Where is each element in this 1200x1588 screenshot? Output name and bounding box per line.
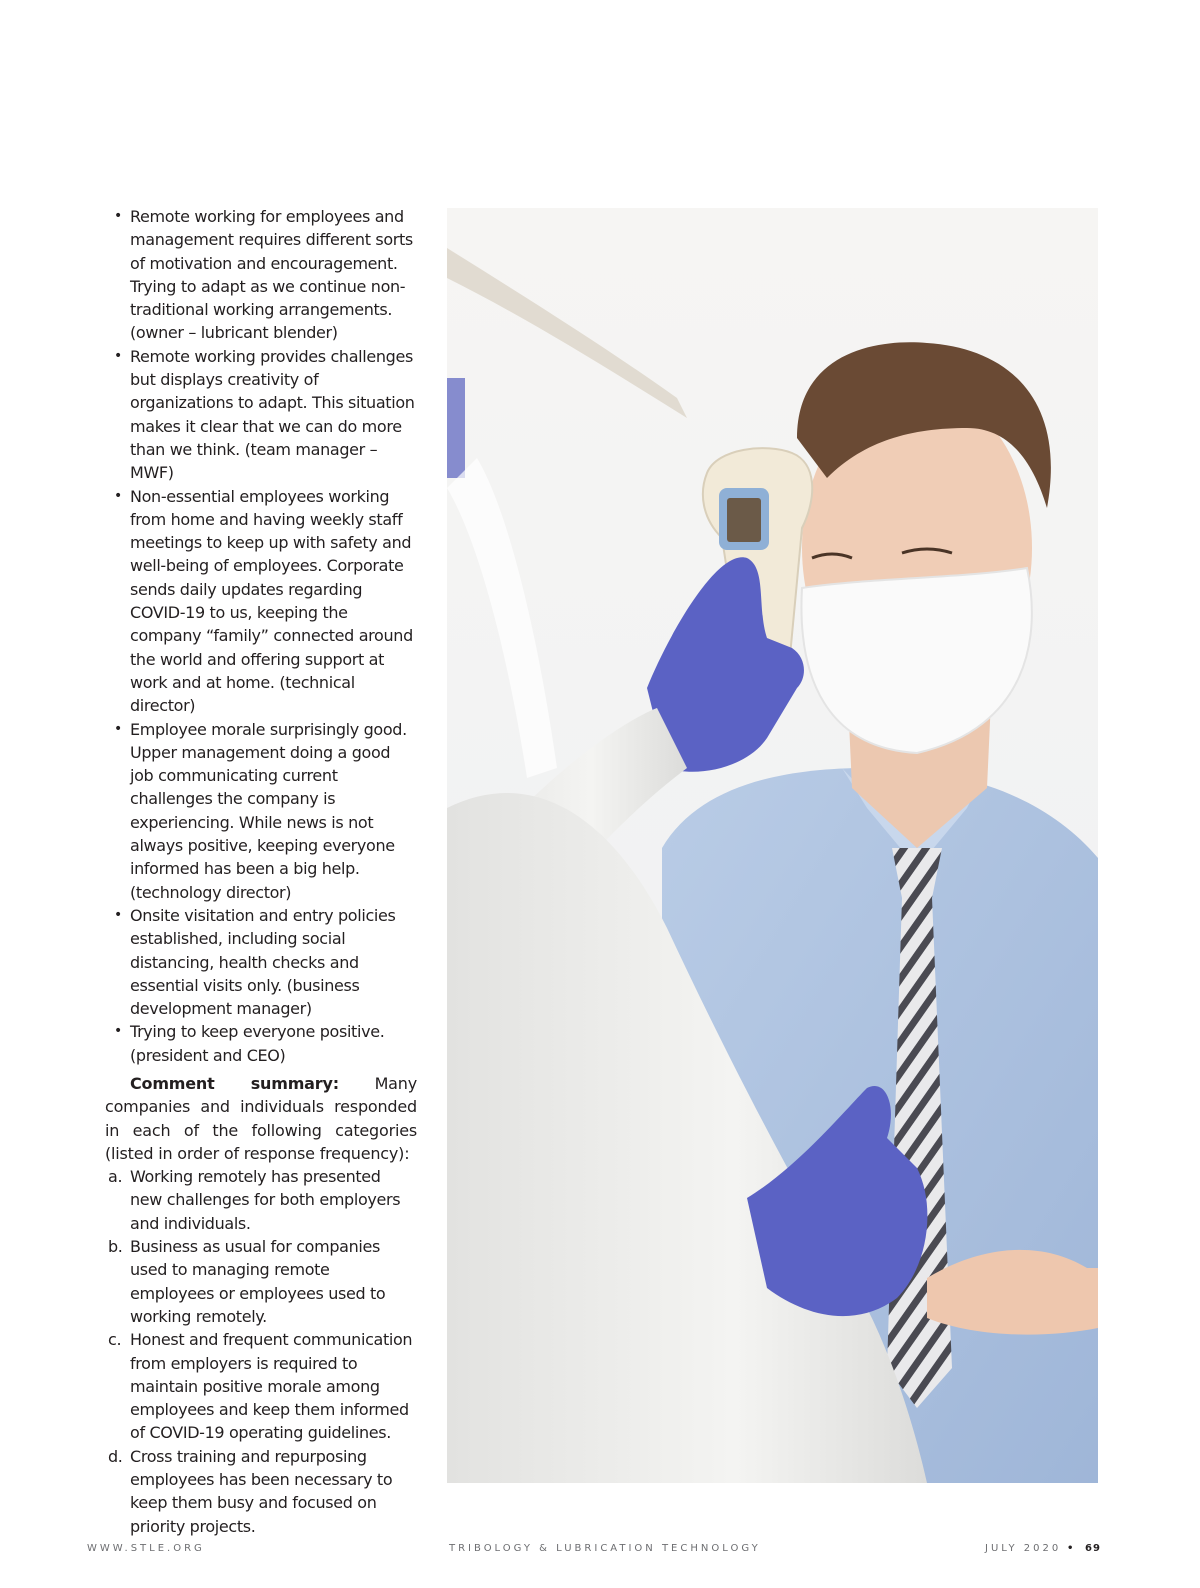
list-item [105,1020,417,1067]
article-column [105,205,417,1538]
category-list [105,1165,417,1538]
list-item [105,904,417,1020]
list-letter: c. [108,1330,122,1350]
bullet-mark: • [114,1023,122,1040]
list-item-text: Trying to keep everyone positive. (president and CEO) [130,1022,385,1065]
list-item-text: Business as usual for companies used to managing remote employees or employees used to working remotely. [130,1237,386,1326]
list-item-text: Honest and frequent communication from employers is required to maintain positive morale among employees and keep them informed of COVID-19 operating guidelines. [130,1330,413,1443]
list-item-text: Remote working for employees and management requires different sorts of motivation and encouragement. Trying to adapt as we continue non-traditional working arrangements. (owner – lubricant blender) [130,207,413,343]
page-number: 69 [1085,1543,1101,1554]
comment-summary-text: Many companies and individuals responded in each of the following categories (listed in order of response frequency): [105,1073,417,1163]
temperature-check-photo [447,208,1098,1483]
list-item [105,345,417,485]
footer-separator: • [1067,1543,1077,1554]
bullet-mark: • [114,720,122,737]
bullet-mark: • [114,208,122,224]
comment-bullet-list [105,205,417,1067]
list-item-text: Remote working provides challenges but displays creativity of organizations to adapt. This situation makes it clear that we can do more than we think. (team manager – MWF) [130,346,415,483]
list-letter: a. [108,1167,123,1187]
list-item-text: Onsite visitation and entry policies established, including social distancing, health checks and essential visits only. (business development manager) [130,905,396,1019]
comment-summary-paragraph [105,1072,417,1165]
list-item [105,718,417,904]
list-item-text: Employee morale surprisingly good. Upper management doing a good job communicating current challenges the company is experiencing. While news is not always positive, keeping everyone informed has been a big help. (technology director) [130,719,407,902]
list-item-text: Non-essential employees working from home and having weekly staff meetings to keep up with safety and well-being of employees. Corporate sends daily updates regarding COVID-19 to us, keeping the company “family” connected around the world and offering support at work and at home. (technical director) [130,486,413,716]
comment-summary-lead: Comment summary: [130,1073,339,1093]
footer-website: WWW.STLE.ORG [87,1543,205,1554]
footer-publication: TRIBOLOGY & LUBRICATION TECHNOLOGY [449,1543,761,1554]
footer-issue: JULY 2020 [985,1543,1062,1554]
bullet-mark: • [114,487,122,504]
page-footer [0,1543,1200,1557]
list-letter: b. [108,1237,123,1257]
list-item [105,1445,417,1538]
list-item [105,1235,417,1328]
bullet-mark: • [114,347,122,364]
list-item-text: Cross training and repurposing employees has been necessary to keep them busy and focused on priority projects. [130,1446,393,1536]
list-item [105,1165,417,1235]
bullet-mark: • [114,906,122,923]
list-item [105,205,417,345]
list-letter: d. [108,1446,123,1466]
list-item-text: Working remotely has presented new challenges for both employers and individuals. [130,1167,401,1233]
list-item [105,485,417,718]
list-item [105,1328,417,1444]
